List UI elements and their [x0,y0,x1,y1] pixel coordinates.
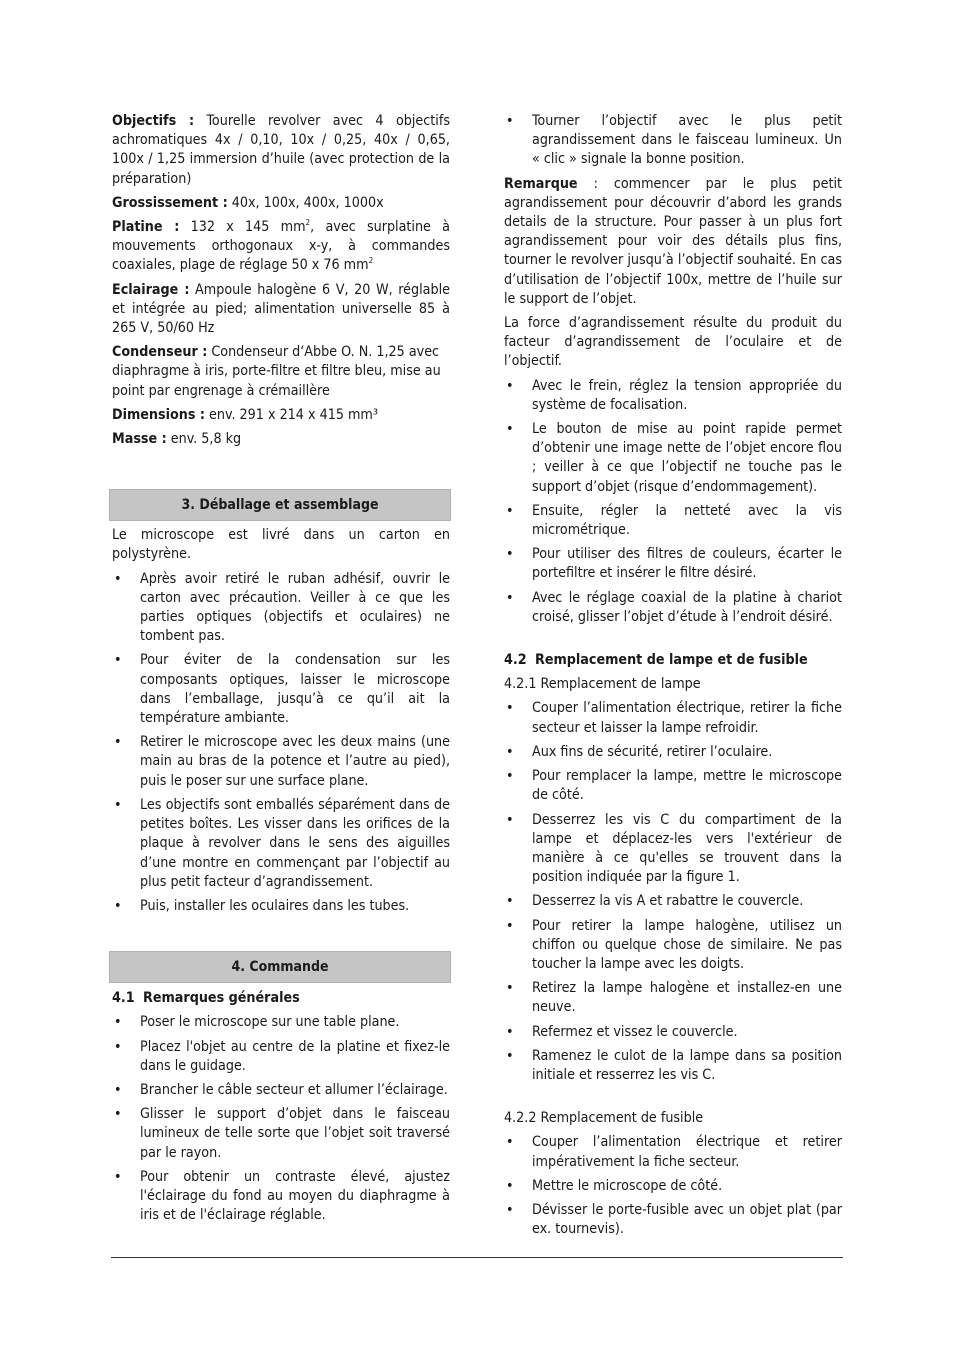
spec-platine-text-b: , avec surplatine à mouvements orthogonaux x-y, à commandes coaxiales, plage de réglage 50 x 76 mm [112,219,451,274]
spec-eclairage [112,281,450,339]
spec-dimensions-label: Dimensions : [112,406,205,423]
list-item: • Aux fins de sécurité, retirer l’oculaire. [504,743,842,762]
spec-eclairage-label: Eclairage : [112,281,190,298]
spec-masse-label: Masse : [112,431,167,448]
list-item: • Desserrez la vis A et rabattre le couvercle. [504,892,842,911]
spec-platine-sup1: 2 [305,218,311,228]
list-item: • Couper l’alimentation électrique, retirer la fiche secteur et laisser la lampe refroidir. [504,699,842,737]
footer-divider [111,1257,843,1258]
list-item: • Pour éviter de la condensation sur les composants optiques, laisser le microscope dans l’emballage, jusqu’à ce qu’il ait la température ambiante. [112,651,450,728]
list-item: • Couper l’alimentation électrique et retirer impérativement la fiche secteur. [504,1133,842,1171]
right-top-list [504,112,842,170]
subsection-4-2-2-heading: 4.2.2 Remplacement de fusible [504,1110,704,1127]
list-item: • Retirer le microscope avec les deux mains (une main au bras de la potence et l’autre au pied), puis le poser sur une surface plane. [112,733,450,791]
list-item: • Pour retirer la lampe halogène, utilisez un chiffon ou quelque chose de similaire. Ne pas toucher la lampe avec les doigts. [504,917,842,975]
spec-masse-text: env. 5,8 kg [166,431,242,448]
right-column [504,112,842,1244]
list-item: • Avec le frein, réglez la tension appropriée du système de focalisation. [504,377,842,415]
remarque-text: : commencer par le plus petit agrandissement pour découvrir d’abord les grands details de la structure. Pour passer à un plus fort agrandissement pour voir des détails plus fins, tourner le revolver jusqu’à l’objectif souhaité. En cas d’utilisation de l’objectif 100x, mettre de l’huile sur le support de l’objet. [504,175,842,307]
spec-objectifs [112,112,450,189]
left-column [112,112,450,1230]
remarque-paragraph [504,175,842,309]
list-item: • Glisser le support d’objet dans le faisceau lumineux de telle sorte que l’objet soit traversé par le rayon. [112,1105,450,1163]
subsection-4-2-1-heading: 4.2.1 Remplacement de lampe [504,676,701,693]
list-item: • Les objectifs sont emballés séparément dans de petites boîtes. Les visser dans les orifices de la plaque à revolver dans le sens des aiguilles d’une montre en commençant par l’objectif au plus petit facteur d’agrandissement. [112,796,450,892]
section-3-intro: Le microscope est livré dans un carton en polystyrène. [112,527,450,563]
list-item: • Tourner l’objectif avec le plus petit agrandissement dans le faisceau lumineux. Un « clic » signale la bonne position. [504,112,842,170]
list-item: • Dévisser le porte-fusible avec un objet plat (par ex. tournevis). [504,1201,842,1239]
remarque-label: Remarque [504,175,578,192]
list-item: • Desserrez les vis C du compartiment de la lampe et déplacez-les vers l'extérieur de manière à ce qu'elles se trouvent dans la position indiquée par la figure 1. [504,811,842,888]
subsection-4-2-heading [504,651,842,670]
spec-condenseur-text: Condenseur d‘Abbe O. N. 1,25 avec diaphragme à iris, porte-filtre et filtre bleu, mise au point par engrenage à crémaillère [112,344,441,399]
list-item: • Après avoir retiré le ruban adhésif, ouvrir le carton avec précaution. Veiller à ce que les parties optiques (objectifs et oculaires) ne tombent pas. [112,570,450,647]
spec-grossissement-label: Grossissement : [112,194,228,211]
subsection-4-2-title: Remplacement de lampe et de fusible [535,652,808,669]
list-item: • Le bouton de mise au point rapide permet d’obtenir une image nette de l’objet encore flou ; veiller à ce que l’objectif ne touche pas le support d’objet (risque d’endommagement). [504,420,842,497]
list-item: • Pour obtenir un contraste élevé, ajustez l'éclairage du fond au moyen du diaphragme à iris et de l'éclairage réglable. [112,1168,450,1226]
subsection-4-1-heading [112,989,450,1008]
spec-objectifs-text: Tourelle revolver avec 4 objectifs achromatiques 4x / 0,10, 10x / 0,25, 40x / 0,65, 100x / 1,25 immersion d’huile (avec protection de la préparation) [112,113,450,187]
spec-grossissement-text: 40x, 100x, 400x, 1000x [227,194,384,211]
list-item: • Ensuite, régler la netteté avec la vis micrométrique. [504,502,842,540]
spec-dimensions [112,406,450,425]
subsection-4-2-number: 4.2 [504,652,527,669]
list-item: • Mettre le microscope de côté. [504,1177,842,1196]
subsection-4-1-number: 4.1 [112,990,135,1007]
list-item: • Pour remplacer la lampe, mettre le microscope de côté. [504,767,842,805]
spec-grossissement [112,194,450,213]
force-paragraph: La force d’agrandissement résulte du produit du facteur d’agrandissement de l’oculaire et de l’objectif. [504,315,842,370]
spec-condenseur [112,343,450,401]
section-3-heading: 3. Déballage et assemblage [109,489,451,521]
section-3-list [112,570,450,916]
spec-eclairage-text: Ampoule halogène 6 V, 20 W, réglable et intégrée au pied; alimentation universelle 85 à 265 V, 50/60 Hz [112,281,450,337]
list-item: • Placez l'objet au centre de la platine et fixez-le dans le guidage. [112,1038,450,1076]
spec-platine-sup2: 2 [368,256,374,266]
section-4-heading: 4. Commande [109,951,451,983]
list-item: • Brancher le câble secteur et allumer l’éclairage. [112,1081,450,1100]
spec-platine [112,218,450,276]
list-item: • Avec le réglage coaxial de la platine à chariot croisé, glisser l’objet d’étude à l’endroit désiré. [504,589,842,627]
list-item: • Ramenez le culot de la lampe dans sa position initiale et resserrez les vis C. [504,1047,842,1085]
list-item: • Refermez et vissez le couvercle. [504,1023,842,1042]
right-mid-list [504,377,842,627]
list-item: • Pour utiliser des filtres de couleurs, écarter le portefiltre et insérer le filtre désiré. [504,545,842,583]
spec-platine-label: Platine : [112,219,180,236]
list-item: • Retirez la lampe halogène et installez-en une neuve. [504,979,842,1017]
section-4-2-2-list [504,1133,842,1239]
subsection-4-1-title: Remarques générales [143,990,300,1007]
section-4-2-1-list [504,699,842,1085]
spec-condenseur-label: Condenseur : [112,344,208,361]
spec-masse [112,430,450,449]
spec-objectifs-label: Objectifs : [112,113,195,129]
spec-dimensions-text: env. 291 x 214 x 415 mm³ [205,406,378,423]
spec-platine-text-a: 132 x 145 mm [179,219,306,236]
section-4-1-list [112,1013,450,1225]
list-item: • Poser le microscope sur une table plane. [112,1013,450,1032]
list-item: • Puis, installer les oculaires dans les tubes. [112,897,450,916]
